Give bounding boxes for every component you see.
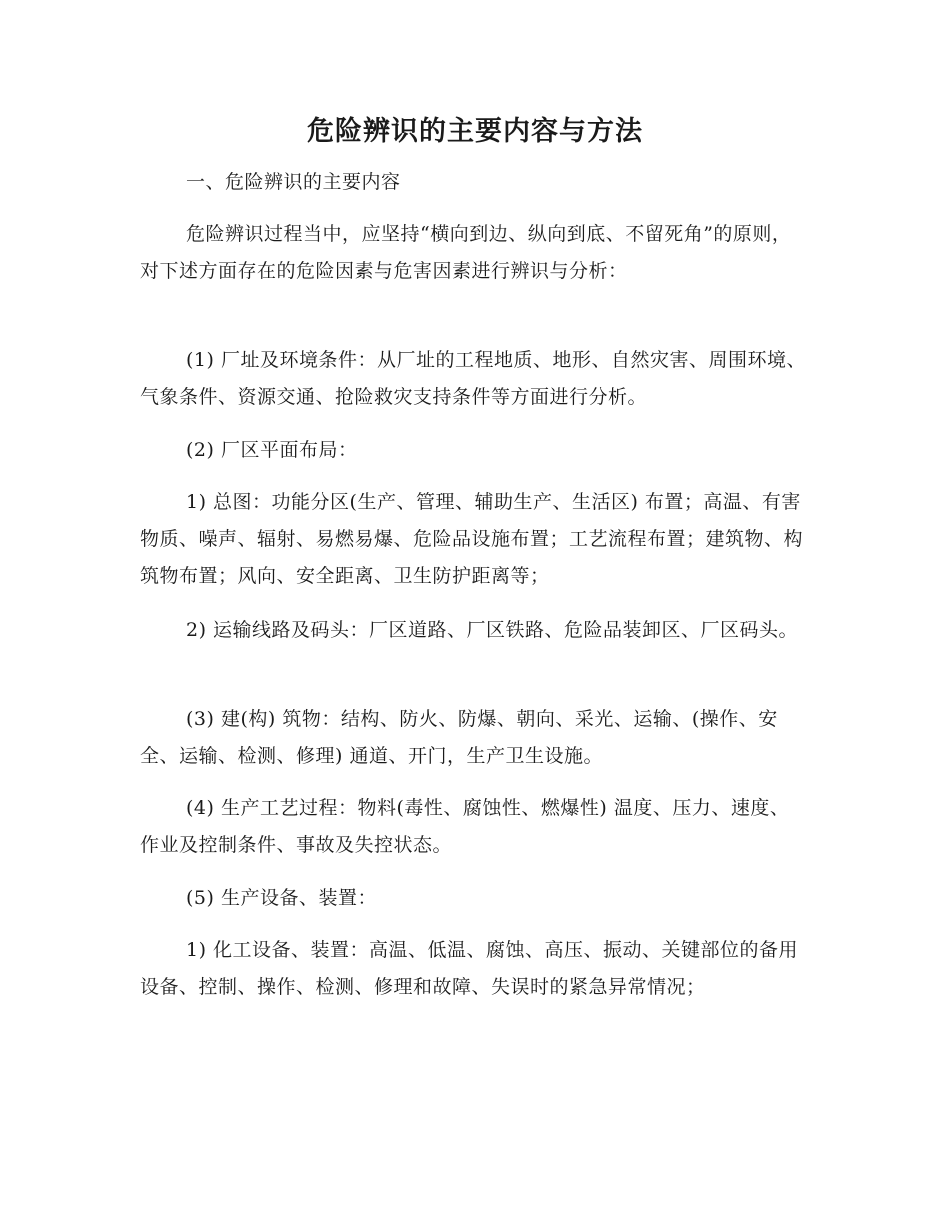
item-buildings-structures: (3) 建(构) 筑物：结构、防火、防爆、朝向、采光、运输、(操作、安全、运输、检测、修理) 通道、开门，生产卫生设施。 xyxy=(140,708,778,767)
intro-paragraph: 危险辨识过程当中，应坚持“横向到边、纵向到底、不留死角”的原则，对下述方面存在的危险因素与危害因素进行辨识与分析： xyxy=(140,223,792,282)
item-production-equipment: (5) 生产设备、装置： xyxy=(186,887,377,909)
section-heading: 一、危险辨识的主要内容 xyxy=(186,171,401,193)
item-site-environment: (1) 厂址及环境条件：从厂址的工程地质、地形、自然灾害、周围环境、气象条件、资源交通、抢险救灾支持条件等方面进行分析。 xyxy=(140,349,806,408)
subitem-chemical-equipment: 1) 化工设备、装置：高温、低温、腐蚀、高压、振动、关键部位的备用设备、控制、操作、检测、修理和故障、失误时的紧急异常情况； xyxy=(140,939,799,998)
document-title: 危险辨识的主要内容与方法 xyxy=(307,116,643,147)
item-plant-layout: (2) 厂区平面布局： xyxy=(186,439,358,461)
subitem-transport-routes: 2) 运输线路及码头：厂区道路、厂区铁路、危险品装卸区、厂区码头。 xyxy=(186,619,799,641)
subitem-general-plan: 1) 总图：功能分区(生产、管理、辅助生产、生活区) 布置；高温、有害物质、噪声、辐射、易燃易爆、危险品设施布置；工艺流程布置；建筑物、构筑物布置；风向、安全距离、卫生防护距离等； xyxy=(140,491,804,587)
item-production-process: (4) 生产工艺过程：物料(毒性、腐蚀性、燃爆性) 温度、压力、速度、作业及控制条件、事故及失控状态。 xyxy=(140,797,790,856)
